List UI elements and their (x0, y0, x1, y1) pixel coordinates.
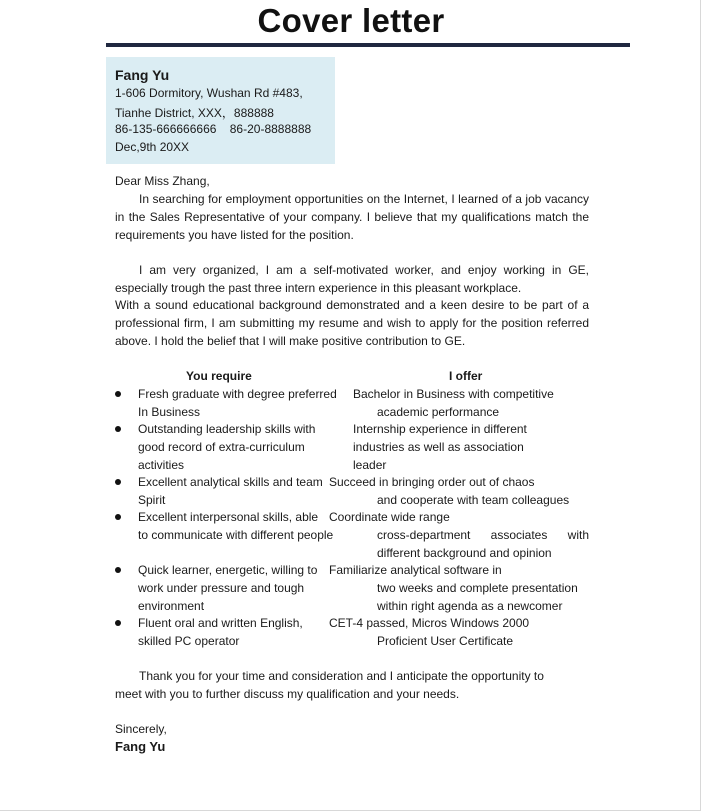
requirement-line: Excellent interpersonal skills, able (138, 510, 319, 524)
requirement-line: Spirit (138, 492, 166, 507)
contact-box (106, 57, 335, 164)
paragraph-3-line: above. I hold the belief that I will make positive contribution to GE. (115, 333, 466, 348)
requirement-line: Quick learner, energetic, willing to (138, 563, 318, 577)
requirement-item (138, 562, 338, 615)
sender-name: Fang Yu (115, 67, 170, 83)
offer-line: Proficient User Certificate (377, 633, 514, 648)
offer-line: Internship experience in different (353, 422, 527, 436)
bullet-icon (115, 391, 121, 397)
paragraph-3 (115, 297, 589, 350)
offer-line: Coordinate wide range (329, 510, 450, 524)
paragraph-3-line: With a sound educational background demonstrated and a keen desire to be part of a (115, 298, 589, 312)
offer-line: different background and opinion (377, 545, 552, 560)
signoff: Sincerely, (115, 722, 167, 736)
offer-item (329, 474, 569, 510)
requirement-line: to communicate with different people (138, 527, 334, 542)
sender-address-line-2: Tianhe District, XXX，888888 (115, 106, 274, 120)
bullet-icon (115, 567, 121, 573)
offer-line: CET-4 passed, Micros Windows 2000 (329, 616, 530, 630)
paragraph-2 (115, 262, 589, 298)
bullet-icon (115, 479, 121, 485)
requirement-line: Outstanding leadership skills with (138, 422, 316, 436)
salutation: Dear Miss Zhang, (115, 174, 210, 188)
sender-address-line-1: 1-606 Dormitory, Wushan Rd #483, (115, 86, 303, 100)
paragraph-1-line: requirements you have listed for the position. (115, 227, 354, 242)
offer-line: leader (353, 457, 387, 472)
offer-line: Familiarize analytical software in (329, 563, 502, 577)
closing-line-2: meet with you to further discuss my qualification and your needs. (115, 687, 460, 701)
offer-line: Bachelor in Business with competitive (353, 387, 554, 401)
requirement-line: work under pressure and tough (138, 580, 305, 595)
bullet-icon (115, 514, 121, 520)
requirement-item (138, 615, 338, 651)
you-require-header: You require (186, 369, 252, 383)
title-underline (106, 43, 630, 47)
requirement-item (138, 421, 338, 474)
requirement-item (138, 474, 338, 510)
offer-item (353, 421, 527, 474)
requirement-line: Fresh graduate with degree preferred (138, 387, 337, 401)
paragraph-1-line: in the Sales Representative of your company. I believe that my qualifications match the (115, 209, 589, 224)
requirement-line: Fluent oral and written English, (138, 616, 303, 630)
requirement-line: skilled PC operator (138, 633, 240, 648)
signer-name: Fang Yu (115, 739, 166, 754)
paragraph-1-line: In searching for employment opportunities on the Internet, I learned of a job vacancy (139, 192, 589, 206)
paragraph-1 (115, 191, 589, 244)
offer-item (329, 509, 589, 562)
offer-line: within right agenda as a newcomer (377, 598, 563, 613)
offer-line: academic performance (377, 404, 500, 419)
requirement-line: activities (138, 457, 185, 472)
closing-line-1: Thank you for your time and consideration and I anticipate the opportunity to (139, 669, 544, 683)
sender-phones: 86-135-666666666 86-20-8888888 (115, 122, 312, 136)
offer-line: industries as well as association (353, 439, 524, 454)
offer-line: two weeks and complete presentation (377, 580, 578, 595)
requirement-item (138, 509, 338, 545)
offer-line: and cooperate with team colleagues (377, 492, 570, 507)
requirement-line: good record of extra-curriculum (138, 439, 305, 454)
offer-item (329, 562, 578, 615)
bullet-icon (115, 620, 121, 626)
requirement-line: In Business (138, 404, 201, 419)
offer-item (353, 386, 554, 422)
offer-line: cross-department associates with (377, 527, 589, 542)
paragraph-2-line: especially trough the past three intern experience in this pleasant workplace. (115, 280, 522, 295)
requirement-line: environment (138, 598, 205, 613)
paragraph-2-line: I am very organized, I am a self-motivated worker, and enjoy working in GE, (139, 263, 589, 277)
requirement-line: Excellent analytical skills and team (138, 475, 323, 489)
paragraph-3-line: professional firm, I am submitting my resume and wish to apply for the position referred (115, 315, 589, 330)
i-offer-header: I offer (449, 369, 483, 383)
letter-date: Dec,9th 20XX (115, 140, 190, 154)
bullet-icon (115, 426, 121, 432)
offer-line: Succeed in bringing order out of chaos (329, 475, 535, 489)
page-title: Cover letter (257, 2, 445, 39)
requirement-item (138, 386, 338, 422)
offer-item (329, 615, 529, 651)
